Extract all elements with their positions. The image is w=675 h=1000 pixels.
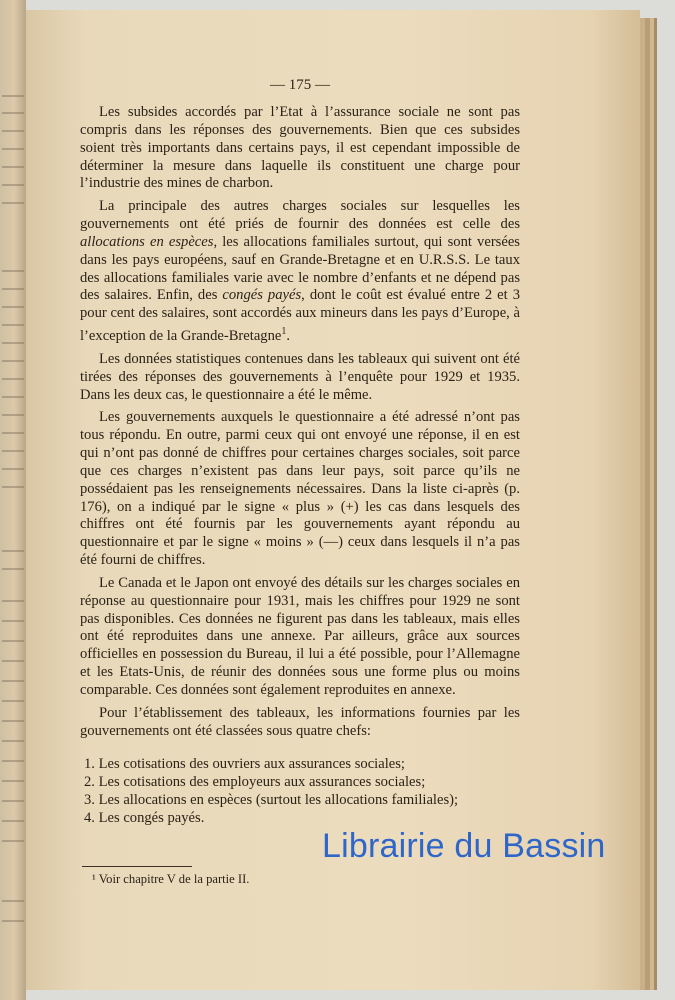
emphasis-text: congés payés — [222, 287, 302, 304]
list-item: 4. Les congés payés. — [84, 810, 205, 827]
paragraph-text: , les allocations familiales surtout, qui sont versées dans les pays européens, sauf en Grande-Bretagne et en U.R.S.S. Le taux des allocations familiales varie avec le nombre d’enfants et ne dépend pas des salaires. Enfin, des — [80, 233, 520, 304]
paragraph — [80, 198, 520, 346]
watermark-logo: Librairie du Bassin — [322, 827, 606, 865]
paragraph-text: . — [286, 327, 291, 344]
footnote: ¹ Voir chapitre V de la partie II. — [92, 872, 250, 886]
paragraph-text: , dont le coût est évalué entre 2 et 3 pour cent des salaires, sont accordés aux mineurs dans les pays d’Europe, à l’exception de la Grande-Bretagne — [80, 287, 521, 344]
footnote-marker: 1 — [281, 326, 287, 338]
body-text — [80, 104, 520, 827]
list-item: 3. Les allocations en espèces (surtout les allocations familiales); — [84, 791, 459, 808]
paragraph-text: Les gouvernements auxquels le questionnaire a été adressé n’ont pas tous répondu. En outre, parmi ceux qui ont envoyé une réponse, il en est qui n’ont pas donné de chiffres pour certaines charges sociales, soit parce que ces charges n’existent pas dans leur pays, soit parce qu’ils ne possédaient pas les renseignements nécessaires. Dans la liste ci-après (p. 176), on a indiqué par le signe « plus » (+) les cas dans lesquels des chiffres ont été fournis par les gouvernements ayant répondu au questionnaire et par le signe « moins » (—) ceux dans lesquels il n’a pas été fourni de chiffres. — [80, 409, 520, 569]
page-number: — 175 — — [270, 77, 330, 93]
emphasis-text: allocations en espèces — [80, 233, 214, 250]
facing-page-edge — [0, 0, 26, 1000]
paragraph — [80, 104, 520, 193]
paragraph — [80, 409, 520, 570]
paragraph — [80, 575, 520, 700]
list-item: 1. Les cotisations des ouvriers aux assurances sociales; — [84, 755, 405, 772]
paragraph-text: Les subsides accordés par l’Etat à l’assurance sociale ne sont pas compris dans les réponses des gouvernements. Bien que ces subsides soient très importants dans certains pays, il est cependant impossible de déterminer la mesure dans laquelle ils constituent une charge pour l’industrie des mines de charbon. — [80, 104, 520, 192]
paragraph-text: Le Canada et le Japon ont envoyé des détails sur les charges sociales en réponse au questionnaire pour 1931, mais les chiffres pour 1929 ne sont pas disponibles. Ces données ne figurent pas dans les tableaux, mais elles ont été reproduites dans une annexe. Par ailleurs, grâce aux sources officielles en possession du Bureau, il lui a été possible, pour l’Allemagne et les Etats-Unis, de réunir des données sous une forme plus ou moins comparable. Ces données sont également reproduites en annexe. — [80, 574, 520, 699]
paragraph — [80, 351, 520, 405]
numbered-list — [80, 755, 520, 828]
footnote-rule — [82, 866, 192, 867]
list-item: 2. Les cotisations des employeurs aux assurances sociales; — [84, 773, 426, 790]
paragraph — [80, 705, 520, 741]
page-stack-edge — [654, 18, 657, 990]
paragraph-text: Pour l’établissement des tableaux, les informations fournies par les gouvernements ont été classées sous quatre chefs: — [80, 704, 520, 739]
paragraph-text: Les données statistiques contenues dans les tableaux qui suivent ont été tirées des réponses des gouvernements à l’enquête pour 1929 et 1935. Dans les deux cas, le questionnaire a été le même. — [80, 350, 520, 403]
paragraph-text: La principale des autres charges sociales sur lesquelles les gouvernements ont été priés de fournir des données est celle des — [80, 198, 520, 233]
